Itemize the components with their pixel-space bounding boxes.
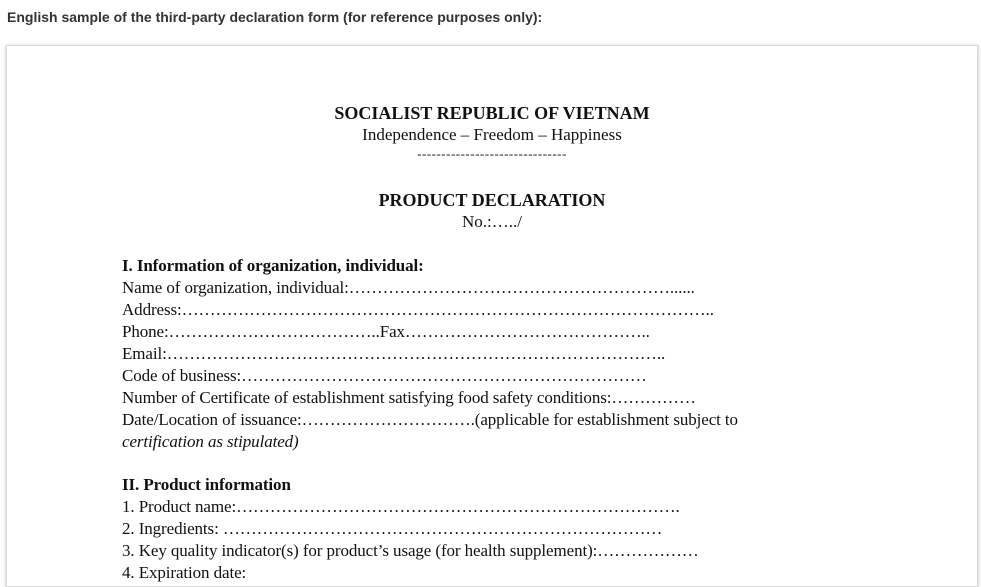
- product-name-line: 1. Product name:…………………………………………………………………….: [122, 497, 680, 516]
- org-name-line: Name of organization, individual:…………………………………………………......: [122, 278, 695, 297]
- quality-indicator-line: 3. Key quality indicator(s) for product’s usage (for health supplement):………………: [122, 541, 699, 560]
- separator: -------------------------------: [417, 146, 567, 161]
- document-frame: [6, 45, 978, 587]
- phone-fax-line: Phone:………………………………..Fax……………………………………..: [122, 322, 650, 341]
- business-code-line: Code of business:………………………………………………………………: [122, 366, 647, 385]
- ingredients-line: 2. Ingredients: ……………………………………………………………………: [122, 519, 663, 538]
- form-number: No.:…../: [462, 212, 522, 231]
- country-name: SOCIALIST REPUBLIC OF VIETNAM: [334, 103, 650, 123]
- section-1-heading: I. Information of organization, individual:: [122, 256, 424, 275]
- motto: Independence – Freedom – Happiness: [362, 125, 622, 144]
- form-title: PRODUCT DECLARATION: [378, 190, 606, 210]
- expiration-date-line: 4. Expiration date:: [122, 563, 247, 582]
- certificate-number-line: Number of Certificate of establishment satisfying food safety conditions:……………: [122, 388, 696, 407]
- section-2-heading: II. Product information: [122, 475, 291, 494]
- address-line: Address:…………………………………………………………………………………..: [122, 300, 714, 319]
- caption: English sample of the third-party declaration form (for reference purposes only):: [7, 9, 543, 25]
- issuance-line: Date/Location of issuance:………………………….(applicable for establishment subject to: [122, 410, 738, 429]
- email-line: Email:……………………………………………………………………………..: [122, 344, 666, 363]
- issuance-note-line: certification as stipulated): [122, 432, 299, 451]
